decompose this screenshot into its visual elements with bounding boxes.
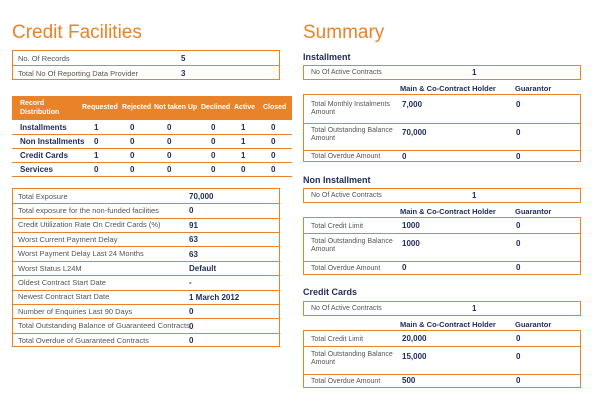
credit-cards-title: Credit Cards — [303, 287, 358, 297]
exposure-value-9: 0 — [189, 321, 194, 331]
exposure-label-0: Total Exposure — [18, 191, 68, 201]
installment-active-label: No Of Active Contracts — [311, 69, 382, 76]
non-installment-active-box: No Of Active Contracts 1 — [303, 188, 581, 203]
records-row — [13, 51, 279, 66]
exposure-box — [12, 188, 280, 347]
exposure-value-7: 1 March 2012 — [189, 292, 240, 302]
exposure-label-1: Total exposure for the non-funded facilities — [18, 206, 159, 216]
non-installment-col-guarantor: Guarantor — [515, 207, 552, 216]
providers-label: Total No Of Reporting Data Provider — [18, 69, 139, 78]
exposure-label-6: Oldest Contract Start Date — [18, 278, 106, 288]
dist-row-non-installments: Non Installments 0 0 0 0 1 0 — [20, 137, 276, 146]
records-value: 5 — [181, 54, 186, 63]
dist-col-active: Active — [234, 104, 256, 111]
records-box — [12, 50, 280, 80]
exposure-value-6: - — [189, 278, 192, 288]
distribution-header — [12, 96, 292, 120]
exposure-label-2: Credit Utilization Rate On Credit Cards (%) — [18, 220, 161, 230]
exposure-label-4: Worst Payment Delay Last 24 Months — [18, 249, 144, 259]
installment-col-main: Main & Co-Contract Holder — [400, 84, 496, 93]
dist-row-installments: Installments 1 0 0 0 1 0 — [20, 123, 276, 132]
dist-col-requested: Requested — [82, 104, 118, 111]
exposure-label-5: Worst Status L24M — [18, 263, 82, 273]
exposure-value-8: 0 — [189, 307, 194, 317]
records-label: No. Of Records — [18, 54, 70, 63]
dist-row-credit-cards: Credit Cards 1 0 0 0 1 0 — [20, 151, 276, 160]
credit-cards-col-main: Main & Co-Contract Holder — [400, 320, 496, 329]
non-installment-title: Non Installment — [303, 175, 371, 185]
exposure-label-3: Worst Current Payment Delay — [18, 234, 118, 244]
dist-col-closed: Closed — [263, 104, 287, 111]
dist-row-services: Services 0 0 0 0 0 0 — [20, 165, 276, 174]
dist-col-declined: Declined — [201, 104, 231, 111]
credit-cards-col-guarantor: Guarantor — [515, 320, 552, 329]
exposure-value-2: 91 — [189, 220, 198, 230]
exposure-value-10: 0 — [189, 336, 194, 345]
non-installment-box: Total Credit Limit 1000 0 Total Outstanding Balance Amount 1000 0 Total Overdue Amount 0 0 — [303, 217, 581, 275]
installment-active-value: 1 — [472, 68, 477, 77]
installment-title: Installment — [303, 52, 351, 62]
credit-facilities-title: Credit Facilities — [12, 22, 142, 43]
exposure-value-5: Default — [189, 264, 217, 273]
non-installment-col-main: Main & Co-Contract Holder — [400, 207, 496, 216]
exposure-value-1: 0 — [189, 206, 194, 216]
installment-col-guarantor: Guarantor — [515, 84, 552, 93]
installment-active-box — [303, 65, 581, 80]
exposure-label-10: Total Overdue of Guaranteed Contracts — [18, 335, 149, 345]
exposure-value-3: 63 — [189, 235, 198, 245]
dist-col-nottaken: Not taken Up — [154, 104, 198, 111]
exposure-value-4: 63 — [189, 249, 198, 259]
exposure-value-0: 70,000 — [189, 192, 214, 201]
exposure-label-8: Number of Enquiries Last 90 Days — [18, 306, 133, 316]
providers-row — [13, 66, 279, 81]
providers-value: 3 — [181, 69, 186, 78]
credit-cards-box: Total Credit Limit 20,000 0 Total Outstanding Balance Amount 15,000 0 Total Overdue Amount 500 0 — [303, 330, 581, 388]
dist-col-record: Record Distribution — [20, 100, 60, 116]
exposure-label-7: Newest Contract Start Date — [18, 292, 110, 302]
dist-col-rejected: Rejected — [122, 104, 152, 111]
installment-box: Total Monthly Instalments Amount 7,000 0 Total Outstanding Balance Amount 70,000 0 Total Overdue Amount 0 0 — [303, 94, 581, 162]
summary-title: Summary — [303, 22, 385, 43]
exposure-label-9: Total Outstanding Balance of Guaranteed Contracts — [18, 321, 190, 331]
credit-cards-active-box: No Of Active Contracts 1 — [303, 301, 581, 316]
